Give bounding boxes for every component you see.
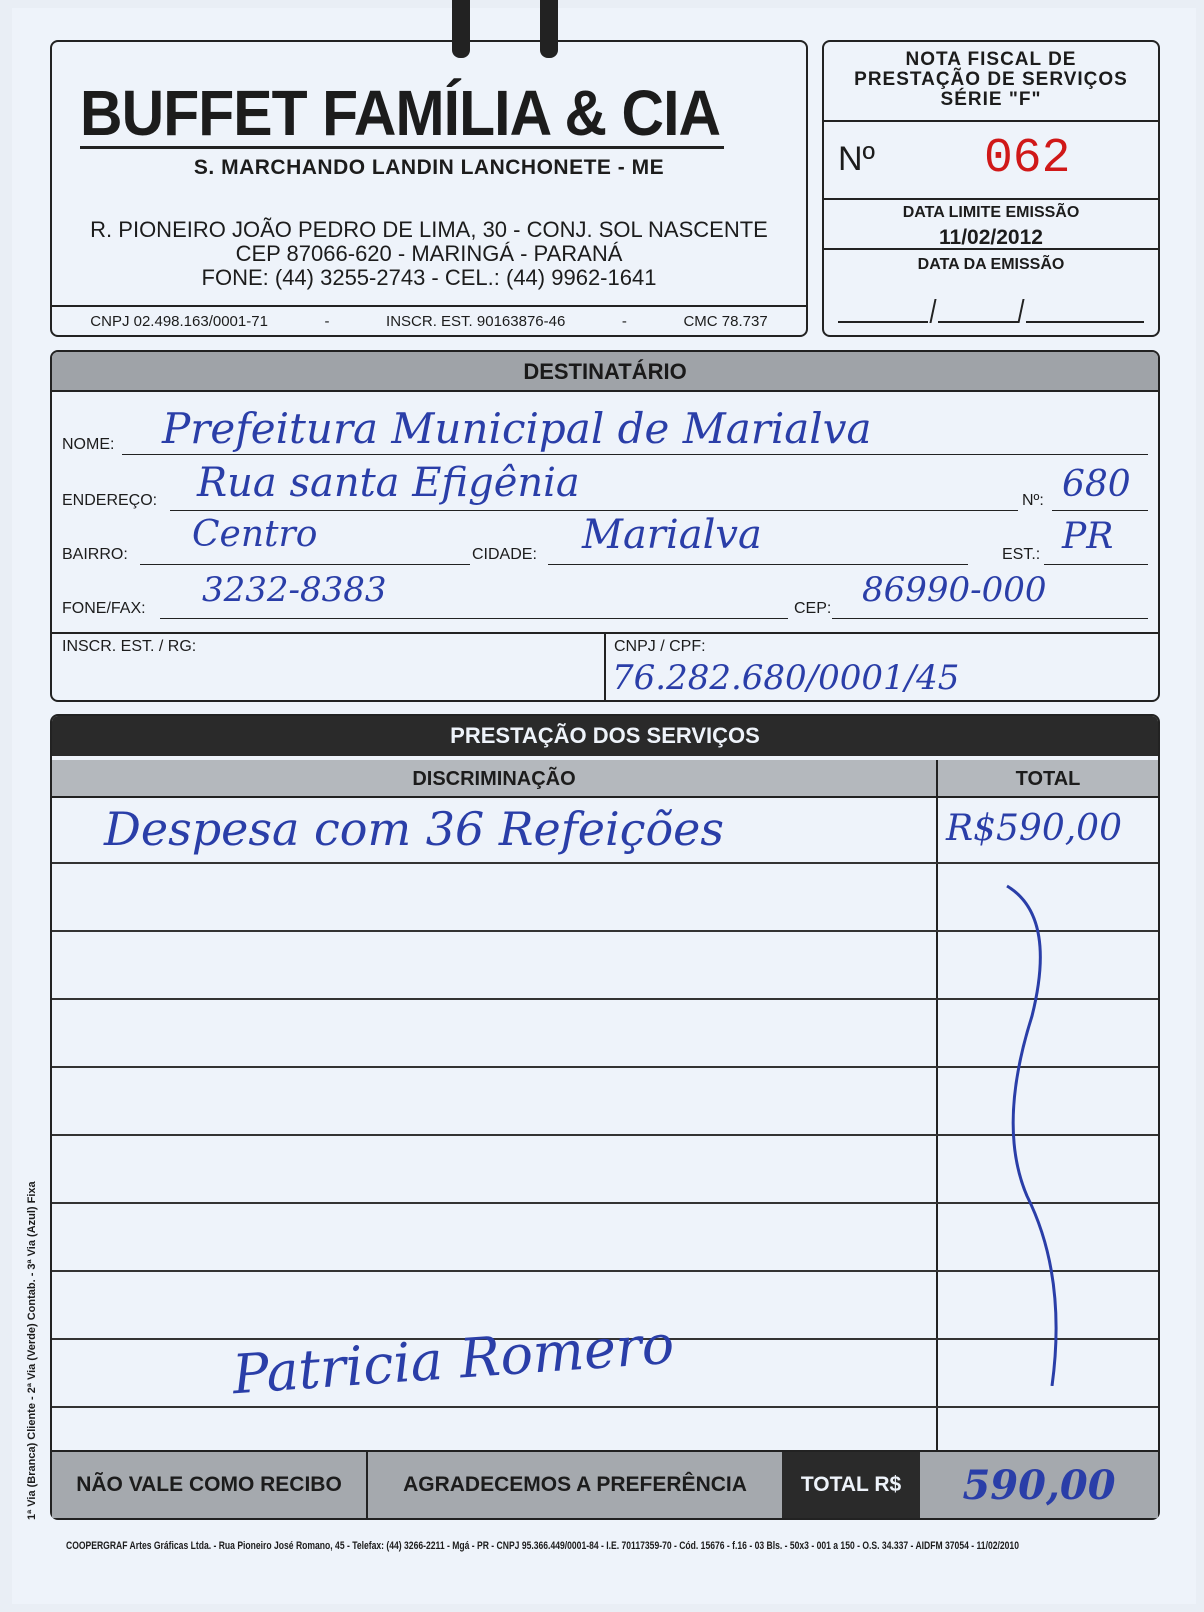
services-title: PRESTAÇÃO DOS SERVIÇOS [52, 716, 1158, 756]
company-inscr-est: INSCR. EST. 90163876-46 [386, 312, 566, 330]
ie-label: INSCR. EST. / RG: [62, 638, 197, 655]
limit-date-row [824, 198, 1158, 248]
company-cmc: CMC 78.737 [683, 312, 768, 330]
company-cnpj: CNPJ 02.498.163/0001-71 [90, 312, 268, 330]
company-header [50, 40, 808, 337]
recipient-phone: 3232-8383 [202, 570, 387, 610]
name-label: NOME: [62, 436, 115, 453]
services-section [50, 714, 1160, 1520]
recipient-name: Prefeitura Municipal de Marialva [162, 404, 872, 453]
limit-date-label: DATA LIMITE EMISSÃO [902, 204, 1080, 221]
issue-date-label: DATA DA EMISSÃO [917, 256, 1065, 273]
state-label: EST.: [1002, 546, 1041, 563]
issue-date-blank [838, 293, 1144, 323]
copies-note: 1ª Via (Branca) Cliente - 2ª Via (Verde) Contab. - 3ª Via (Azul) Fixa [26, 1181, 38, 1520]
address-number: 680 [1062, 464, 1131, 505]
recipient-section [50, 350, 1160, 702]
description-header: DISCRIMINAÇÃO [52, 760, 936, 798]
signature: Patricia Romero [230, 1312, 677, 1407]
cnpj-label: CNPJ / CPF: [614, 638, 706, 655]
total-value: 590,00 [962, 1461, 1116, 1509]
invoice-number-row [824, 120, 1158, 198]
address-number-label: Nº: [1022, 492, 1044, 509]
invoice-series: SÉRIE "F" [940, 89, 1042, 110]
address-line-3: FONE: (44) 3255-2743 - CEL.: (44) 9962-1641 [201, 265, 657, 290]
recipient-address: Rua santa Efigênia [197, 460, 580, 506]
company-name: BUFFET FAMÍLIA & CIA [80, 80, 724, 149]
printer-info: COOPERGRAF Artes Gráficas Ltda. - Rua Pioneiro José Romano, 45 - Telefax: (44) 3266-2211 - Mgá - PR - CNPJ 95.366.449/0001-84 - I.E. 70117359-70 - Cód. 15676 - f.16 - 03 Bls. - 50x3 - 001 a 150 - O.S. 34.337 - AIDFM 37054 - 11/02/2010 [66, 1540, 1019, 1552]
total-header: TOTAL [936, 760, 1158, 798]
separator: - [324, 312, 330, 330]
recipient-state: PR [1062, 516, 1114, 557]
invoice-number-label: Nº [838, 140, 875, 178]
company-legal-name: S. MARCHANDO LANDIN LANCHONETE - ME [193, 156, 665, 179]
cep-label: CEP: [794, 600, 832, 617]
services-footer [52, 1450, 1158, 1518]
recipient-cnpj: 76.282.680/0001/45 [612, 658, 960, 698]
service-description: Despesa com 36 Refeições [104, 802, 724, 856]
continuation-brace-mark [972, 866, 1112, 1386]
invoice-title [824, 50, 1158, 110]
phone-label: FONE/FAX: [62, 600, 146, 617]
recipient-city: Marialva [582, 512, 762, 558]
address-line-2: CEP 87066-620 - MARINGÁ - PARANÁ [235, 241, 623, 266]
limit-date: 11/02/2012 [939, 226, 1043, 249]
invoice-number: 062 [984, 132, 1071, 186]
district-label: BAIRRO: [62, 546, 128, 563]
company-address [52, 218, 806, 290]
issue-date-row [824, 248, 1158, 337]
address-line-1: R. PIONEIRO JOÃO PEDRO DE LIMA, 30 - CONJ. SOL NASCENTE [90, 217, 768, 242]
service-total: R$590,00 [946, 808, 1122, 849]
invoice-title-line-2: PRESTAÇÃO DE SERVIÇOS [854, 69, 1128, 90]
not-receipt-label: NÃO VALE COMO RECIBO [52, 1452, 368, 1518]
invoice-info-box [822, 40, 1160, 337]
address-label: ENDEREÇO: [62, 492, 158, 509]
total-label: TOTAL R$ [782, 1452, 920, 1518]
invoice-title-line-1: NOTA FISCAL DE [905, 49, 1077, 70]
recipient-cep: 86990-000 [862, 570, 1047, 610]
thanks-label: AGRADECEMOS A PREFERÊNCIA [368, 1452, 782, 1518]
recipient-district: Centro [192, 514, 318, 555]
city-label: CIDADE: [472, 546, 537, 563]
recipient-title: DESTINATÁRIO [52, 352, 1158, 392]
separator: - [621, 312, 627, 330]
company-registration [52, 305, 806, 335]
